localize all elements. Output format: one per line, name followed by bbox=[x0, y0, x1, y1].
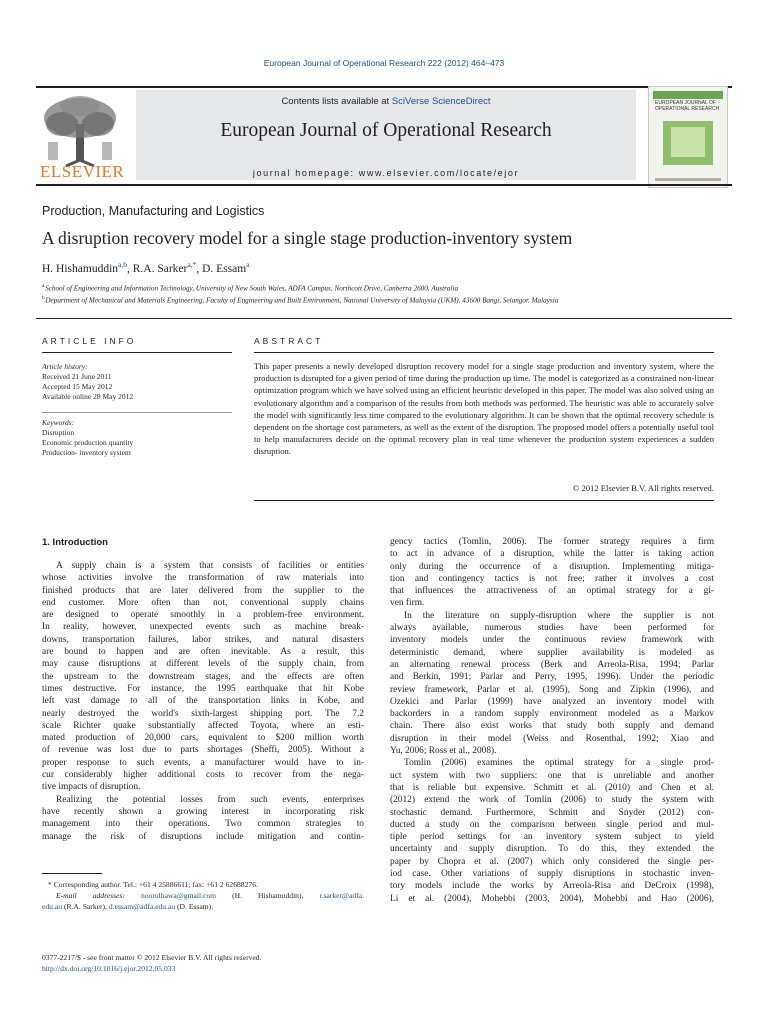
body-text-line: Yu, 2006; Ross et al., 2008). bbox=[390, 746, 497, 757]
email-label: E-mail addresses: bbox=[56, 891, 125, 900]
journal-cover-image bbox=[648, 86, 728, 188]
body-text-line: uncertainty and supply disruption. To do this, they extended the bbox=[390, 844, 714, 855]
front-matter-text: 0377-2217/$ - see front matter © 2012 Elsevier B.V. All rights reserved. bbox=[42, 953, 262, 962]
affiliation-mark: b bbox=[42, 295, 45, 301]
body-text-line: that is reliable but expensive. Schmitt et al. (2010) and Chen et al. bbox=[390, 782, 714, 793]
body-text-line: proper response to such events, a manufacturer would have to in- bbox=[42, 757, 364, 768]
email-line bbox=[42, 902, 364, 913]
email-owner: (H. Hishamuddin), bbox=[232, 891, 304, 900]
abstract-heading: ABSTRACT bbox=[254, 336, 324, 346]
body-text-line: end customer. More often than not, conventional supply chains bbox=[42, 597, 364, 608]
body-text-line: disruption in their model (Weiss and Rosenthal, 1992; Xiao and bbox=[390, 733, 714, 744]
article-info-heading: ARTICLE INFO bbox=[42, 336, 137, 346]
body-text-line: downs, transportation failures, labor strikes, and natural disasters bbox=[42, 634, 364, 645]
email-owner: (R.A. Sarker), bbox=[63, 902, 107, 911]
body-text-line: are bound to happen and are often inevitable. As a result, this bbox=[42, 647, 364, 658]
article-history bbox=[42, 362, 232, 402]
contents-prefix: Contents lists available at bbox=[281, 96, 392, 107]
body-text-line: times destructive. For instance, the 1995 earthquake that hit Kobe bbox=[42, 683, 364, 694]
body-text-line: A supply chain is a system that consists of facilities or entities bbox=[56, 561, 364, 571]
article-title: A disruption recovery model for a single stage production-inventory system bbox=[42, 228, 573, 248]
body-text-line: have recently shown a growing interest in incorporating risk bbox=[42, 806, 364, 817]
history-item: Accepted 15 May 2012 bbox=[42, 382, 113, 391]
history-label: Article history: bbox=[42, 362, 88, 371]
body-text-line: management into their operations. Two common strategies to bbox=[42, 819, 364, 830]
info-divider bbox=[42, 412, 232, 413]
abstract-bottom-rule bbox=[254, 500, 714, 501]
body-text-line: tion and contingency tactics is not free; rather it involves a cost bbox=[390, 573, 714, 584]
author-name: R.A. Sarker bbox=[132, 262, 188, 275]
author-affiliation-mark[interactable]: a bbox=[246, 260, 250, 269]
email-link[interactable]: noorulhawa@gmail.com bbox=[140, 891, 217, 900]
journal-homepage: journal homepage: www.elsevier.com/locate/ejor bbox=[252, 168, 520, 178]
author-list bbox=[42, 260, 250, 275]
body-text-line: left vast damage to all of the transportation links in Kobe, and bbox=[42, 696, 364, 707]
doi-link[interactable]: http://dx.doi.org/10.1016/j.ejor.2012.05.033 bbox=[42, 963, 176, 973]
keyword: Economic production quantity bbox=[42, 438, 134, 447]
header-bottom-rule bbox=[36, 184, 732, 186]
body-text-line: iod case. Other variations of supply disruptions in stochastic inven- bbox=[390, 869, 714, 880]
author-affiliation-mark[interactable]: a,b bbox=[118, 260, 127, 269]
body-text-line: nearly destroyed the world's sixth-largest shipping port. The 7.2 bbox=[42, 708, 364, 719]
body-text-line: whose activities involve the transformation of raw materials into bbox=[42, 573, 364, 584]
body-text-line: In the literature on supply-disruption where the supplier is not bbox=[404, 610, 714, 621]
body-text-line: mated production of 20,000 cars, equivalent to $200 million worth bbox=[42, 733, 364, 744]
author-name: H. Hishamuddin bbox=[42, 262, 119, 275]
body-column-left bbox=[42, 560, 364, 843]
affiliation bbox=[42, 295, 558, 304]
publisher-name: ELSEVIER bbox=[40, 162, 125, 181]
article-info-rule bbox=[42, 352, 232, 353]
abstract-text: This paper presents a newly developed disruption recovery model for a single stage production and inventory system, where the production is disrupted for a given period of time during the production up time. The model is categorized as a constrained non-linear optimization program which we have solved using an efficient heuristic developed in this paper. The model was also solved using an evolutionary algorithm and a comparison of the results from both methods was performed. The heuristic was able to accurately solve the model with significantly less time compared to the evolutionary algorithm. It can be shown that the optimal recovery schedule is dependent on the shortage cost parameters, as well as the extent of the disruption. The proposed model offers a potentially useful tool to help manufacturers decide on the optimal recovery plan in real time whenever the production system experiences a sudden disruption. bbox=[254, 361, 714, 457]
body-text-line: tive impacts of disruption. bbox=[42, 782, 141, 793]
affiliation-text: School of Engineering and Information Technology, University of New South Wales, ADFA Campus, Northcott Drive, Canberra 2600, Australia bbox=[45, 284, 459, 293]
body-text-line: paper by Chopra et al. (2007) which only considered the single per- bbox=[390, 856, 714, 867]
corresponding-author-note: * Corresponding author. Tel.: +61 4 25886611; fax: +61 2 62688276. bbox=[48, 880, 258, 889]
abstract-copyright: © 2012 Elsevier B.V. All rights reserved. bbox=[572, 483, 714, 493]
body-text-line: of revenue was lost due to parts shortages (Sheffi, 2005). Without a bbox=[42, 745, 364, 756]
email-link[interactable]: r.sarker@adfa. bbox=[319, 891, 364, 900]
email-line bbox=[42, 891, 364, 902]
body-text-line: tiple period settings for an inventory system subject to yield bbox=[390, 832, 714, 843]
journal-citation-link[interactable]: European Journal of Operational Research 222 (2012) 464–473 bbox=[263, 58, 505, 68]
body-text-line: only during the occurrence of a disruption. Implementing mitiga- bbox=[390, 561, 714, 572]
cover-art-inner bbox=[671, 127, 705, 157]
body-text-line: ducted a study on the comparison between single period and mul- bbox=[390, 819, 714, 830]
body-text-line: scale Richter quake substantially affected Toyota, where an esti- bbox=[42, 720, 364, 731]
journal-title: European Journal of Operational Research bbox=[220, 120, 552, 141]
body-text-line: that influences the attractiveness of an optimal strategy for a gi- bbox=[390, 586, 714, 597]
email-link[interactable]: d.essam@adfa.edu.au bbox=[108, 902, 176, 911]
body-text-line: Li et al. (2004), Mohebbi (2003, 2004), Mohebbi and Hao (2006), bbox=[390, 893, 714, 904]
body-text-line: (2012) extend the work of Tomlin (2006) to study the system with bbox=[390, 795, 714, 806]
history-item: Available online 28 May 2012 bbox=[42, 392, 134, 401]
cover-title: EUROPEAN JOURNAL OF OPERATIONAL RESEARCH bbox=[655, 100, 720, 112]
affiliation-mark: a bbox=[42, 283, 45, 289]
body-text-line: stochastic demand. Furthermore, Schmitt and Snyder (2012) con- bbox=[390, 807, 714, 818]
affiliation-text: Department of Mechanical and Materials Engineering, Faculty of Engineering and Built Environment, National University of Malaysia (UKM), 43600 Bangi, Selangor, Malaysia bbox=[45, 296, 559, 305]
body-text-line: Ozekici and Parlar (1999) have analyzed an inventory model with bbox=[390, 696, 714, 707]
keyword: Production- inventory system bbox=[42, 448, 131, 457]
body-text-line: backorders in a random supply environment modeled as a Markov bbox=[390, 709, 714, 720]
body-text-line: tory models include the works by Arreola-Risa and DeCroix (1998), bbox=[390, 881, 714, 892]
cover-band bbox=[653, 91, 723, 99]
history-item: Received 21 June 2011 bbox=[42, 372, 112, 381]
contents-line bbox=[136, 96, 636, 107]
sciencedirect-link[interactable]: SciVerse ScienceDirect bbox=[391, 96, 491, 107]
email-owner: (D. Essam). bbox=[177, 902, 214, 911]
journal-banner bbox=[136, 90, 636, 180]
section-label: Production, Manufacturing and Logistics bbox=[42, 204, 265, 218]
introduction-heading: 1. Introduction bbox=[42, 537, 108, 548]
body-text-line: Realizing the potential losses from such events, enterprises bbox=[56, 794, 364, 805]
body-text-line: gency tactics (Tomlin, 2006). The former strategy requires a firm bbox=[390, 537, 714, 547]
front-matter bbox=[42, 953, 261, 975]
body-text-line: finished products that are later delivered from the supplier to the bbox=[42, 585, 364, 596]
body-text-line: In reality, however, unexpected events such as machine break- bbox=[42, 622, 364, 633]
header-top-rule bbox=[36, 86, 732, 88]
body-text-line: deterministic demand, where supplier availability is modeled as bbox=[390, 647, 714, 658]
body-text-line: chain. There also exist works that study both supply and demand bbox=[390, 721, 714, 732]
body-text-line: cur considerably higher additional costs to recover from the nega- bbox=[42, 770, 364, 781]
author-separator: , bbox=[196, 262, 203, 275]
body-text-line: the upstream to the downstream stages, and the effects are often bbox=[42, 671, 364, 682]
author-separator: , bbox=[127, 262, 133, 275]
author-affiliation-mark[interactable]: a,* bbox=[187, 260, 197, 269]
body-column-right bbox=[390, 536, 714, 905]
body-text-line: uct system with two suppliers: one that is unreliable and another bbox=[390, 770, 714, 781]
author-name: D. Essam bbox=[202, 262, 247, 275]
abstract-rule bbox=[254, 352, 714, 353]
email-link[interactable]: edu.au bbox=[42, 902, 63, 911]
body-text-line: and Berkin, 1991; Parlar and Perry, 1995, 1996). Under the periodic bbox=[390, 672, 714, 683]
body-text-line: inventory models under the continuous review framework with bbox=[390, 635, 714, 646]
journal-header bbox=[36, 86, 732, 186]
cover-foot bbox=[655, 178, 721, 181]
body-text-line: review framework, Parlar et al. (1995), Song and Zipkin (1996), and bbox=[390, 684, 714, 695]
footnote-rule bbox=[42, 873, 102, 874]
body-text-line: may cause disruptions at different levels of the supply chain, from bbox=[42, 659, 364, 670]
body-text-line: always available, numerous studies have been performed for bbox=[390, 623, 714, 634]
keywords bbox=[42, 418, 232, 458]
body-text-line: are designed to operate smoothly in a problem-free environment. bbox=[42, 610, 364, 621]
keyword: Disruption bbox=[42, 428, 75, 437]
divider bbox=[36, 318, 732, 319]
body-text-line: ven firm. bbox=[390, 598, 425, 609]
body-text-line: an alternating renewal process (Berk and Arreola-Risa, 1994; Parlar bbox=[390, 659, 714, 670]
body-text-line: Tomlin (2006) examines the optimal strategy for a single prod- bbox=[404, 758, 714, 769]
affiliation bbox=[42, 283, 458, 292]
keywords-label: Keywords: bbox=[42, 418, 75, 427]
body-text-line: manage the risk of disruptions include mitigation and contin- bbox=[42, 831, 364, 842]
body-text-line: to act in advance of a disruption, while the latter is taking action bbox=[390, 549, 714, 560]
